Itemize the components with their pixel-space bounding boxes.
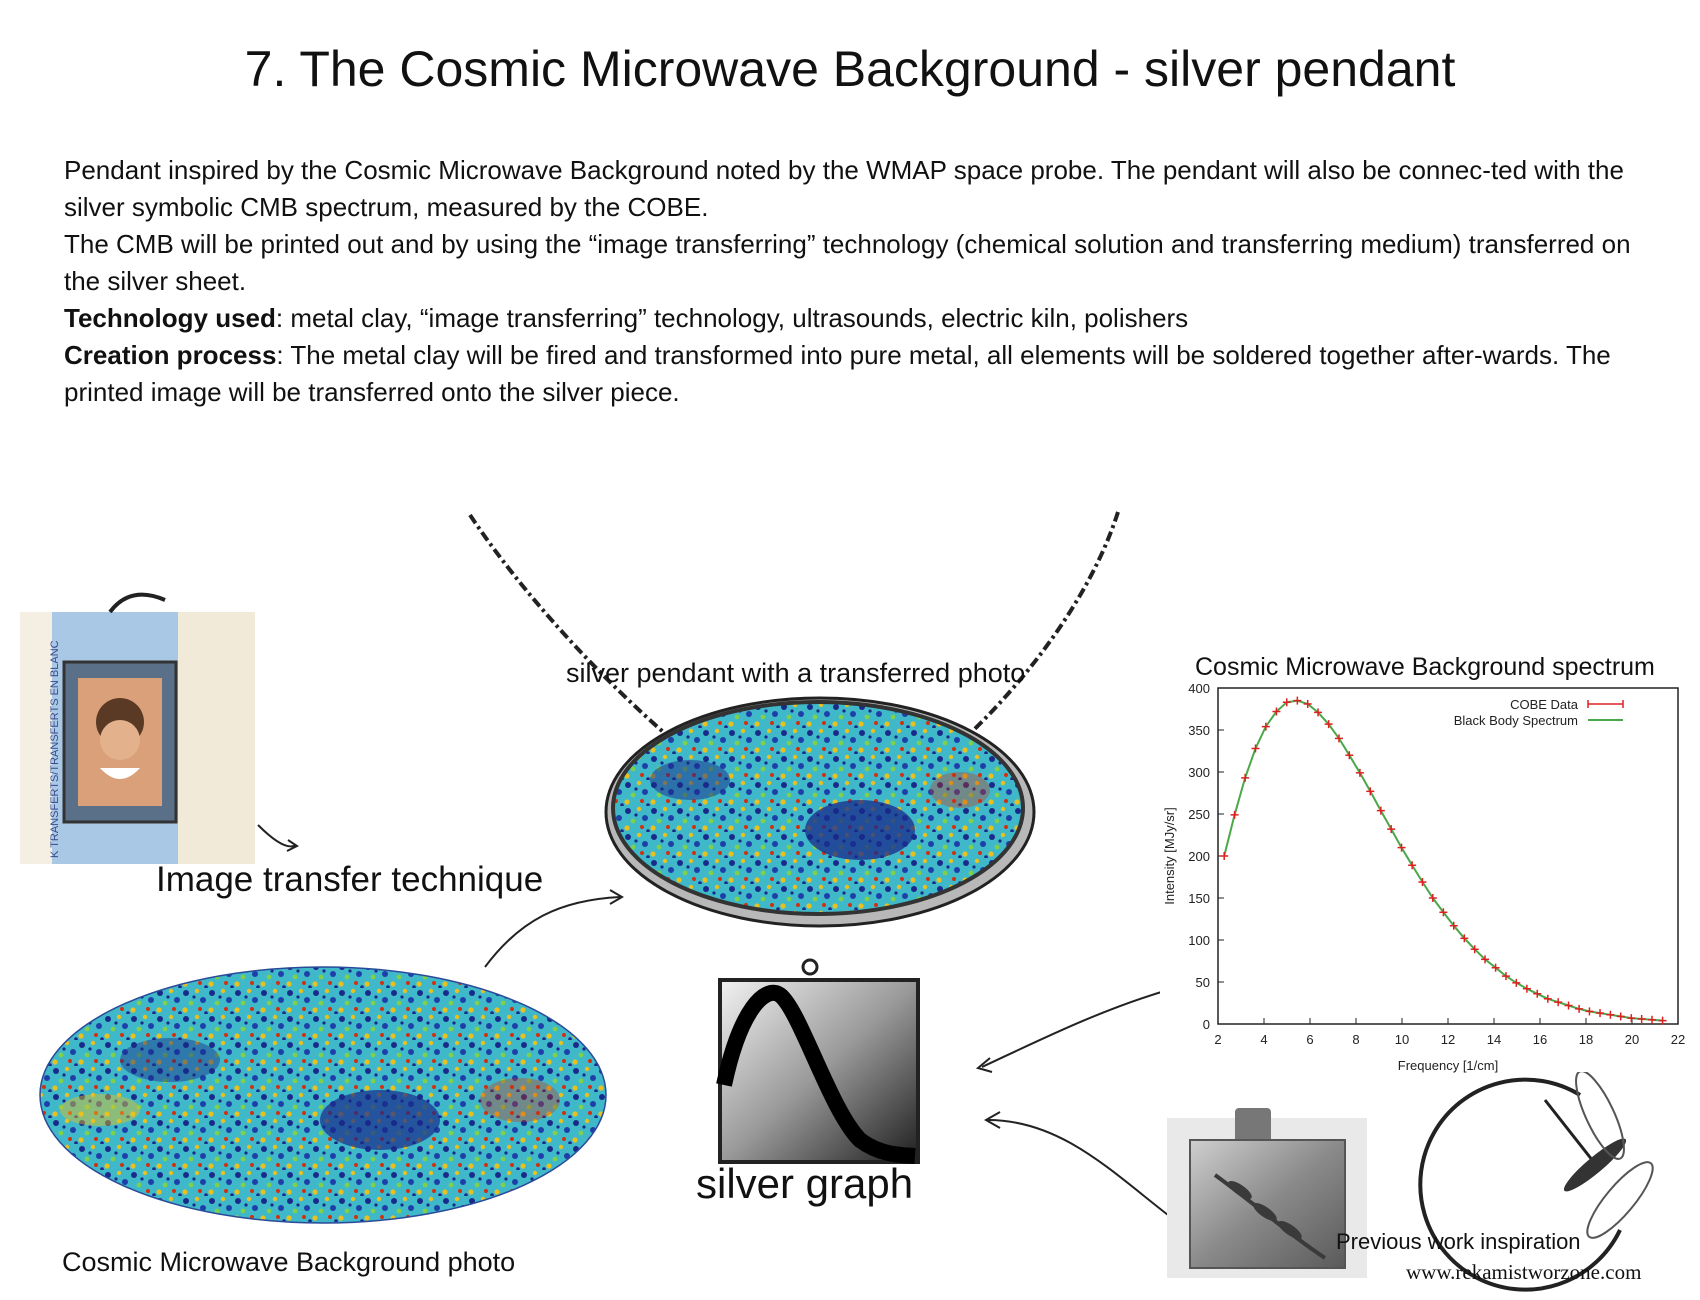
cmb-sky-map — [35, 960, 615, 1230]
process-label: Creation process — [64, 340, 277, 370]
spectrum-chart — [1160, 642, 1695, 1073]
arrow-spectrum-to-graph — [982, 990, 1168, 1067]
arrow-photo-to-label — [258, 825, 296, 846]
x-tick-label: 20 — [1624, 1032, 1640, 1047]
x-tick-label: 10 — [1394, 1032, 1410, 1047]
chain-left — [470, 515, 690, 755]
description-paragraph-2: The CMB will be printed out and by using the “image transferring” technology (chemical solution and transferring medium) transferred on the silver sheet. — [64, 229, 1631, 296]
technology-text: : metal clay, “image transferring” technology, ultrasounds, electric kiln, polishers — [275, 303, 1189, 333]
y-tick-label: 300 — [1188, 765, 1210, 780]
x-tick-label: 6 — [1306, 1032, 1314, 1047]
y-axis-label: Intensity [MJy/sr] — [1162, 807, 1177, 905]
x-axis-label: Frequency [1/cm] — [1397, 1058, 1499, 1073]
cmb-photo-label: Cosmic Microwave Background photo — [62, 1247, 516, 1277]
photo-strip-text: K TRANSFERTS/TRANSFERTS EN BLANC — [49, 640, 61, 858]
y-tick-label: 100 — [1188, 933, 1210, 948]
x-tick-label: 18 — [1578, 1032, 1594, 1047]
page-title: 7. The Cosmic Microwave Background - silver pendant — [244, 41, 1456, 97]
pendant-label: silver pendant with a transferred photo — [566, 658, 1026, 688]
x-tick-label: 4 — [1260, 1032, 1268, 1047]
connector-ring — [803, 960, 817, 974]
logo-dragonfly-icon — [1420, 1066, 1661, 1290]
chart-title: Cosmic Microwave Background spectrum — [1195, 653, 1655, 681]
silver-graph-label: silver graph — [696, 1160, 914, 1207]
image-transfer-label: Image transfer technique — [156, 860, 544, 899]
legend-label-cobe: COBE Data — [1510, 697, 1578, 712]
chain-right — [950, 512, 1118, 752]
x-tick-label: 22 — [1670, 1032, 1686, 1047]
x-tick-label: 8 — [1352, 1032, 1360, 1047]
y-tick-label: 250 — [1188, 807, 1210, 822]
y-tick-label: 150 — [1188, 891, 1210, 906]
technology-label: Technology used — [64, 303, 276, 333]
description-paragraph-1: Pendant inspired by the Cosmic Microwave Background noted by the WMAP space probe. The pendant will also be connec-ted with the silver symbolic CMB spectrum, measured by the COBE. — [64, 155, 1624, 222]
x-tick-label: 2 — [1214, 1032, 1222, 1047]
silver-graph-pendant — [720, 980, 918, 1162]
y-tick-label: 200 — [1188, 849, 1210, 864]
pendant-cmb-ellipse — [600, 690, 1040, 930]
y-tick-label: 0 — [1202, 1017, 1210, 1032]
x-tick-label: 12 — [1440, 1032, 1456, 1047]
arrow-previous-to-graph — [988, 1120, 1168, 1215]
x-tick-label: 16 — [1532, 1032, 1548, 1047]
y-tick-label: 400 — [1188, 681, 1210, 696]
website-url: www.rekamistworzone.com — [1406, 1260, 1642, 1284]
x-tick-label: 14 — [1486, 1032, 1502, 1047]
chart-background — [1160, 642, 1695, 1072]
y-tick-label: 50 — [1195, 975, 1210, 990]
process-text: : The metal clay will be fired and transformed into pure metal, all elements will be soldered together after-wards. The printed image will be transferred onto the silver piece. — [64, 340, 1611, 407]
legend-label-black-body: Black Body Spectrum — [1453, 713, 1578, 728]
y-tick-label: 350 — [1188, 723, 1210, 738]
arrow-map-to-pendant — [485, 897, 620, 967]
previous-work-label: Previous work inspiration — [1336, 1229, 1581, 1254]
